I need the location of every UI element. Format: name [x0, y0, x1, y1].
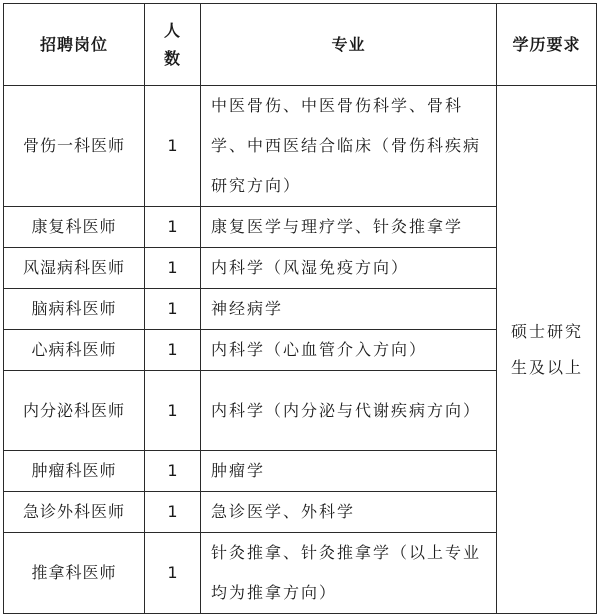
header-row: [4, 4, 597, 86]
position-cell: 骨伤一科医师: [4, 86, 145, 207]
major-cell: 内科学（风湿免疫方向）: [201, 248, 497, 289]
position-cell: 康复科医师: [4, 207, 145, 248]
count-cell: 1: [145, 289, 201, 330]
count-cell: 1: [145, 330, 201, 371]
count-cell: 1: [145, 371, 201, 451]
count-cell: 1: [145, 86, 201, 207]
major-cell: 神经病学: [201, 289, 497, 330]
position-cell: 推拿科医师: [4, 533, 145, 614]
count-cell: 1: [145, 533, 201, 614]
recruitment-table: [3, 3, 597, 614]
count-cell: 1: [145, 207, 201, 248]
position-cell: 风湿病科医师: [4, 248, 145, 289]
header-count-text: 人数: [163, 20, 181, 68]
table-row: [4, 86, 597, 207]
header-position: 招聘岗位: [4, 4, 145, 86]
major-cell: 针灸推拿、针灸推拿学（以上专业均为推拿方向）: [201, 533, 497, 614]
count-cell: 1: [145, 492, 201, 533]
major-cell: 内科学（内分泌与代谢疾病方向）: [201, 371, 497, 451]
education-cell: [497, 86, 597, 614]
header-count: [145, 4, 201, 86]
position-cell: 内分泌科医师: [4, 371, 145, 451]
position-cell: 急诊外科医师: [4, 492, 145, 533]
count-cell: 1: [145, 248, 201, 289]
major-cell: 急诊医学、外科学: [201, 492, 497, 533]
major-cell: 内科学（心血管介入方向）: [201, 330, 497, 371]
header-major: 专业: [201, 4, 497, 86]
major-cell: 中医骨伤、中医骨伤科学、骨科学、中西医结合临床（骨伤科疾病研究方向）: [201, 86, 497, 207]
count-cell: 1: [145, 451, 201, 492]
major-cell: 肿瘤学: [201, 451, 497, 492]
major-cell: 康复医学与理疗学、针灸推拿学: [201, 207, 497, 248]
position-cell: 心病科医师: [4, 330, 145, 371]
education-text: 硕士研究生及以上: [510, 321, 583, 377]
position-cell: 脑病科医师: [4, 289, 145, 330]
position-cell: 肿瘤科医师: [4, 451, 145, 492]
header-education: 学历要求: [497, 4, 597, 86]
